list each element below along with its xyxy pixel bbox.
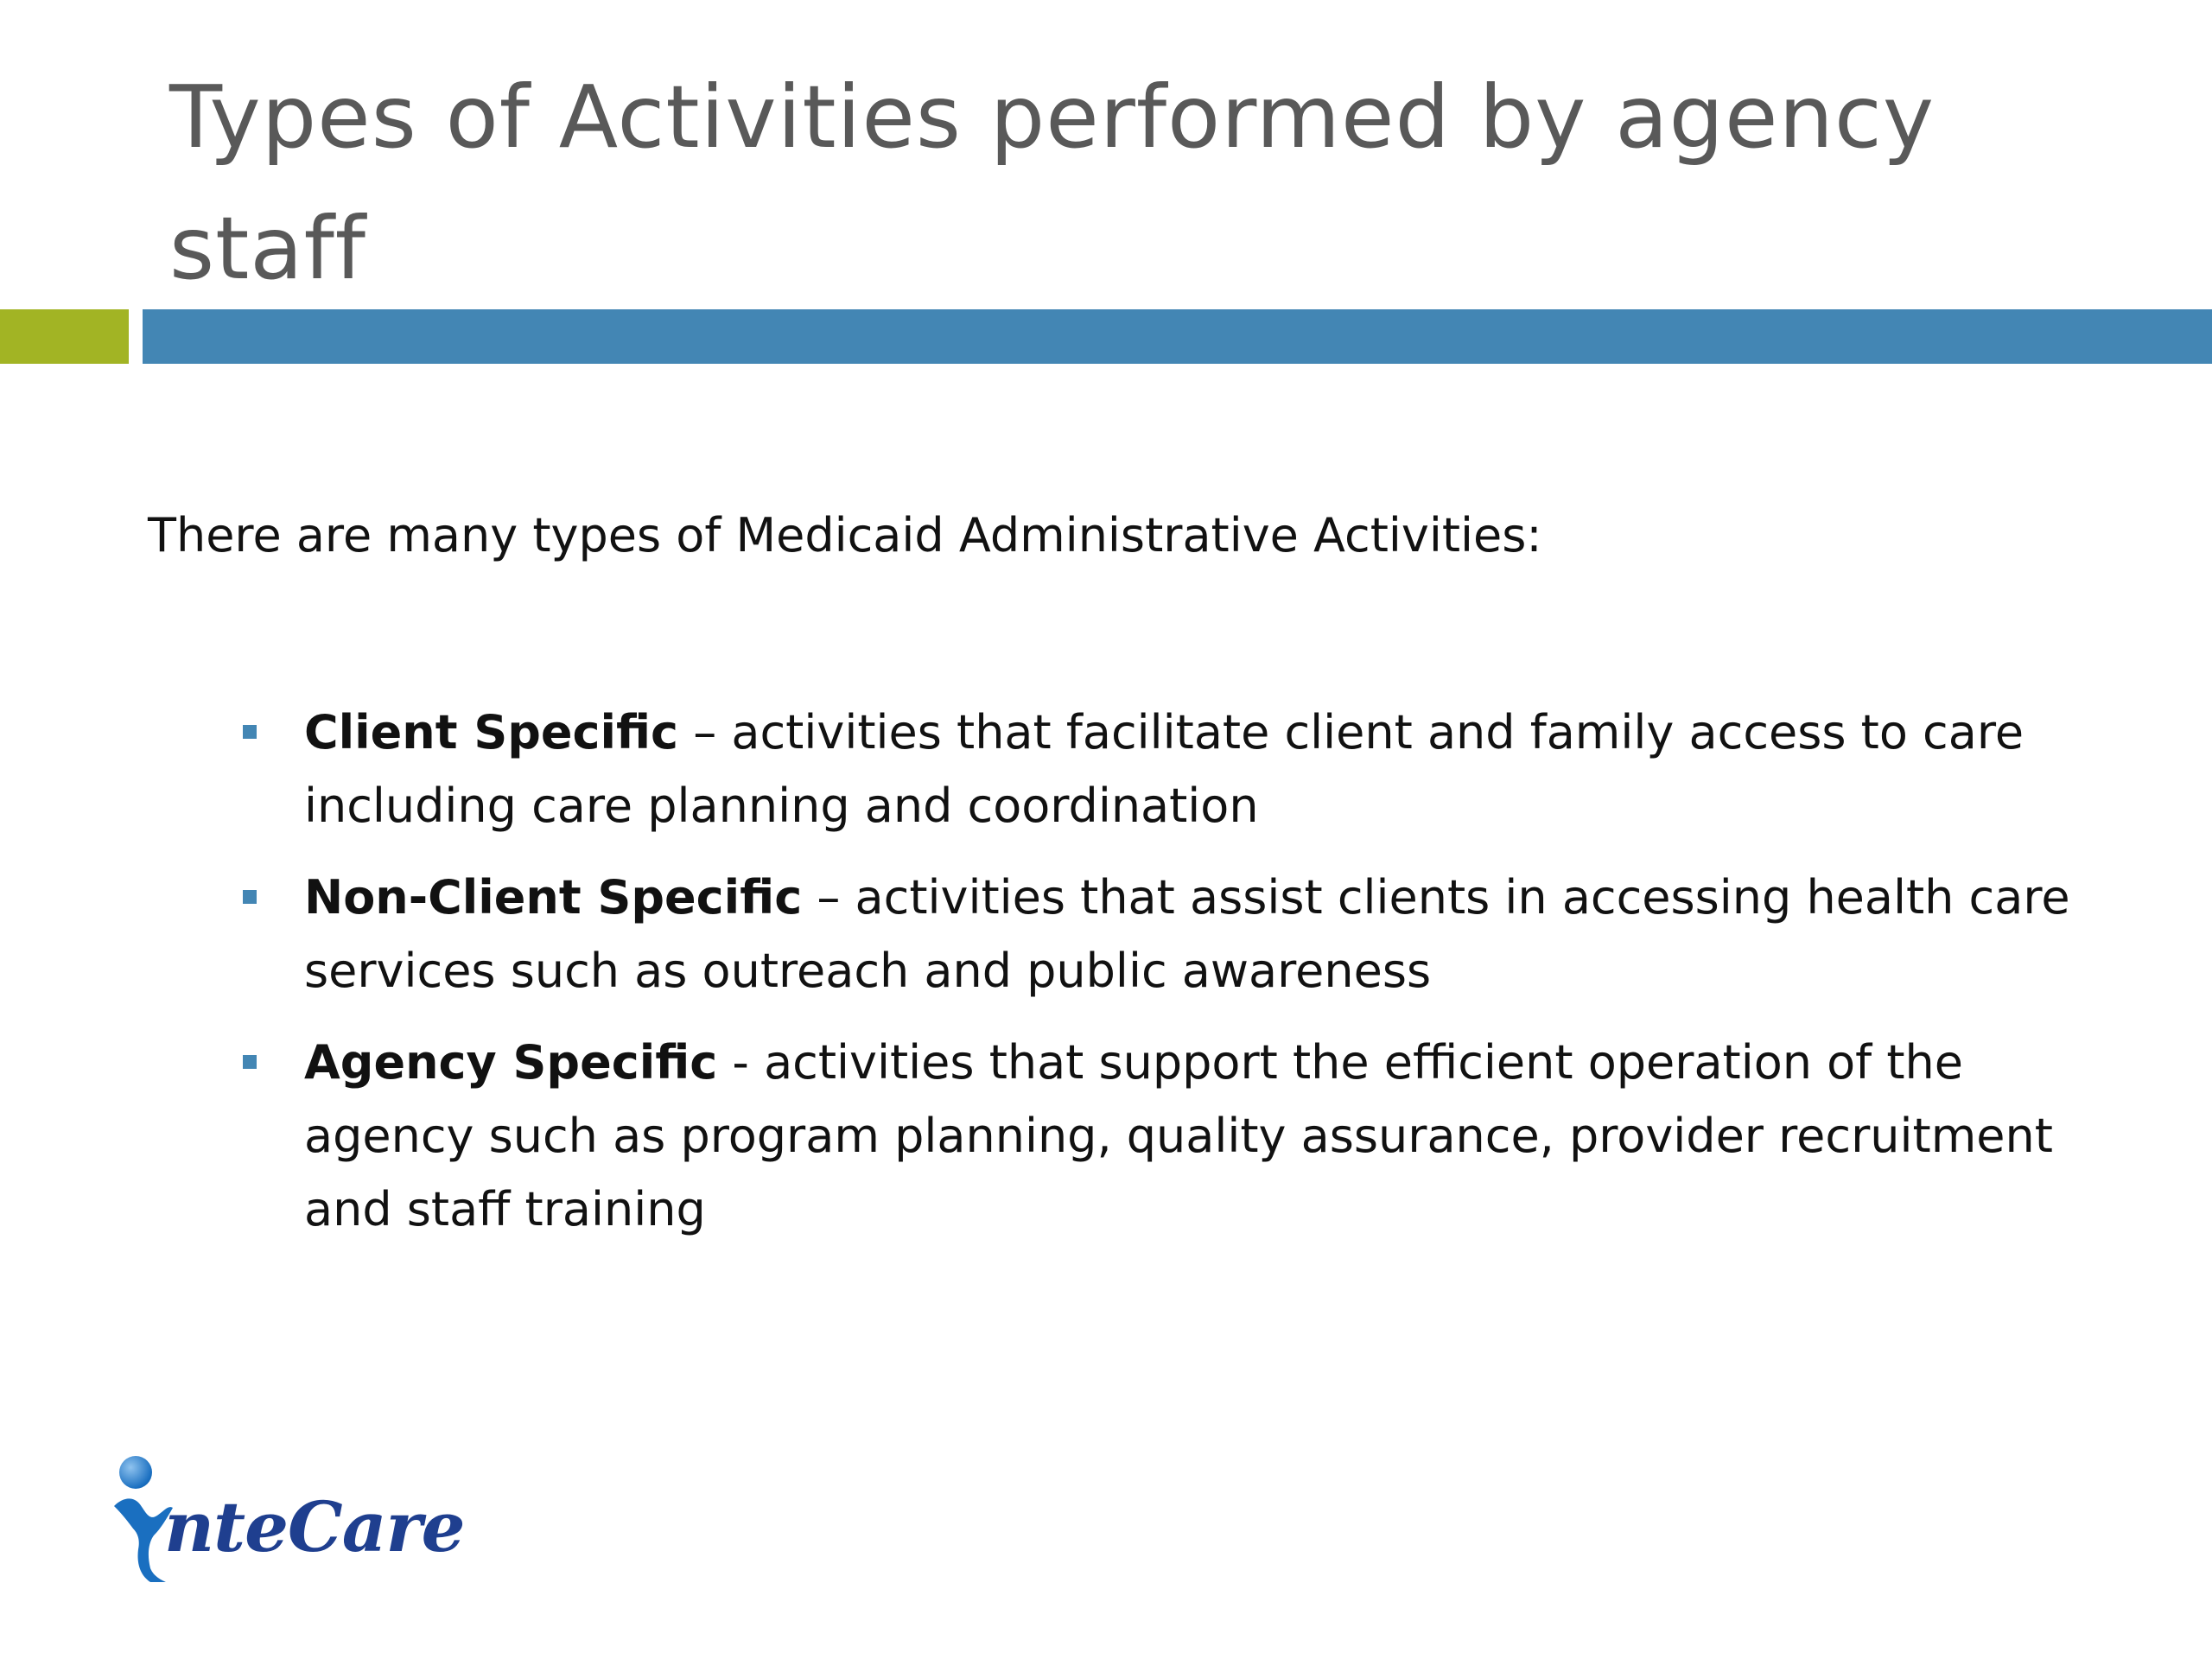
logo-text: nteCare [164,1486,465,1567]
square-bullet-icon [243,725,257,739]
square-bullet-icon [243,1055,257,1069]
bullet-separator: – [678,705,732,760]
logo-ball-icon [119,1456,152,1489]
bullet-text: activities that support the efficient operation of the agency such as program planning, quality assurance, provider recruitment and staff training [304,1035,2053,1236]
bullet-separator: – [802,870,855,925]
title-accent-bar-green [0,309,129,364]
slide-title: Types of Activities performed by agency staff [169,67,1936,299]
square-bullet-icon [243,890,257,904]
bullet-term: Client Specific [304,705,679,760]
bullet-item-non-client-specific [233,861,2117,1007]
bullet-term: Agency Specific [304,1035,718,1090]
bullet-text: activities that assist clients in accessing health care services such as outreach and public awareness [304,870,2070,998]
bullet-term: Non-Client Specific [304,870,803,925]
bullet-text: activities that facilitate client and family access to care including care planning and coordination [304,705,2024,833]
bullet-separator: - [717,1035,765,1090]
intro-text: There are many types of Medicaid Administrative Activities: [148,508,1542,563]
bullet-list [233,696,2117,1264]
intecare-logo [111,1456,465,1586]
bullet-item-client-specific [233,696,2117,842]
title-accent-bar-blue [143,309,2212,364]
bullet-item-agency-specific [233,1026,2117,1246]
